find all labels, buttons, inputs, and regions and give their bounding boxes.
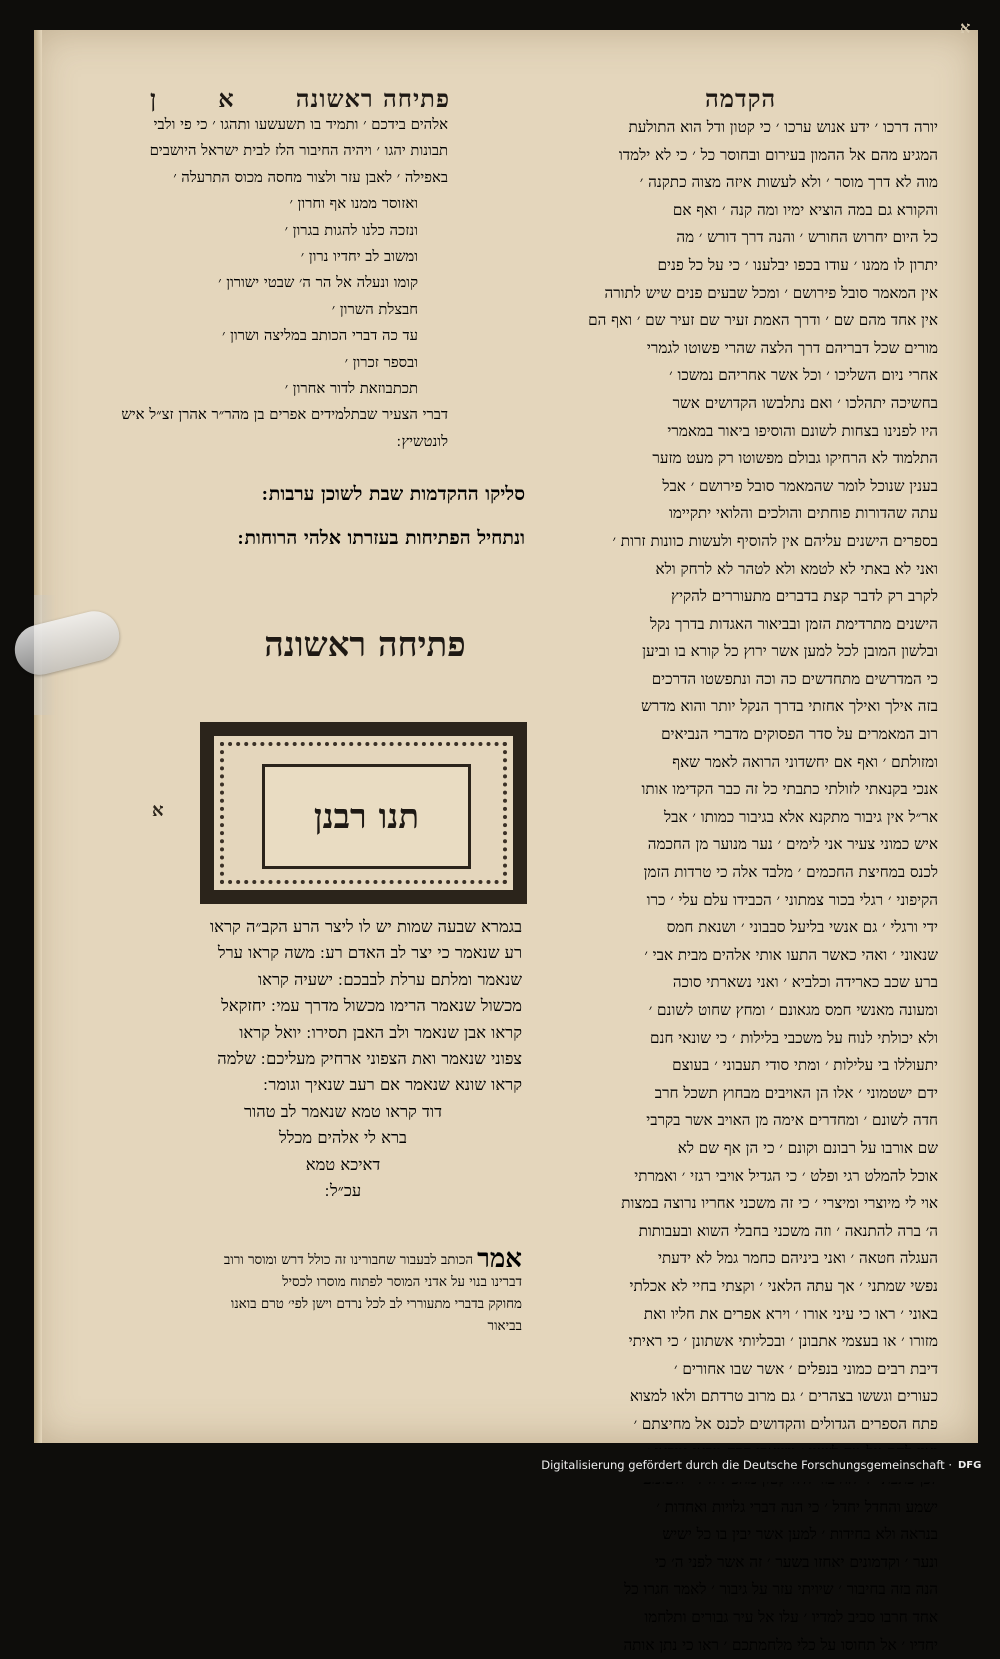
text-line: הנה בזה בחיבור ׳ שיויתי עזר על גיבור ׳ לאמר חגרו כל xyxy=(624,1580,938,1599)
text-line: ונער ׳ וקדמונים יאחזו בשער ׳ זה אשר לפני ה׳ כי xyxy=(654,1552,938,1571)
ornamental-frame xyxy=(200,722,527,904)
text-line: ולא יכולתי לנוח על משכבי בלילות ׳ כי שונאי חנם xyxy=(650,1028,938,1047)
gemara-centered-line: דאיכא טמא xyxy=(305,1154,381,1174)
text-line: המגיע מהם אל ההמון בעירום ובחוסר כל ׳ כי לא ילמדו xyxy=(618,145,938,164)
text-line: כעורים וגששו בצהרים ׳ גם מרוב טרדתם ולאו למצוא xyxy=(629,1387,938,1406)
amar-line: הכותב לבעבור שחבורינו זה כולל דרש ומוסר ורוב xyxy=(223,1253,474,1268)
text-line: ובלשון המובן לכל למען אשר ירוץ כל קורא בו וביען xyxy=(642,642,938,661)
footer-credit: Digitalisierung gefördert durch die Deutsche Forschungsgemeinschaft · xyxy=(541,1458,952,1472)
gemara-centered-line: עכ״ל ׃ xyxy=(324,1181,362,1201)
text-line: תבונות יהגו ׳ ויהיה החיבור הלז לבית ישראל היושבים xyxy=(149,142,448,160)
left-header-folio: ן xyxy=(150,84,158,113)
text-line: ואני לא באתי לא לטמא ולא לטהר לא לרחק ולא xyxy=(655,559,938,578)
signature-line: דברי הצעיר שבתלמידים אפרים בן מהר״ר אהרן זצ״ל איש xyxy=(121,406,448,424)
gemara-line: צפוני שנאמר ואת הצפוני ארחיק מעליכם ׃ שלמה xyxy=(217,1049,522,1069)
text-line: הישנים מתרדימת הזמן ובביאור האגדות בדרך נקל xyxy=(650,614,938,633)
section-title: פתיחה ראשונה xyxy=(264,625,466,665)
amar-paragraph xyxy=(164,1244,522,1338)
text-line: בספרים הישנים עליהם אין להוסיף ולעשות כוונות זרות ׳ xyxy=(612,531,938,550)
end-of-introductions xyxy=(180,472,525,560)
ornament-inner-panel xyxy=(262,764,471,869)
text-line: פתח הספרים הגדולים והקדושים לכנס אל מחיצתם ׳ xyxy=(633,1414,938,1433)
text-line: בזה אילך ואילך אחזתי בדרך הנקל יותר והוא מדרש xyxy=(641,697,938,716)
corner-mark: א xyxy=(960,18,971,37)
text-line: בענין שנוכל לומר שהמאמר סובל פירושם ׳ אבל xyxy=(662,476,938,495)
text-line: ומעונה מאנשי חמס מגאונם ׳ ומחץ שחוט לשונם ׳ xyxy=(648,1001,938,1019)
text-line: אוכל להמלט רגי ופלט ׳ כי הגדיל אויבי רגזי ׳ ואמרתי xyxy=(634,1166,938,1185)
poem-line: ואזוסר ממנו אף וחרון ׳ xyxy=(289,195,418,213)
gemara-line: קראו אבן שנאמר ולב האבן תסירו ׃ יואל קראו xyxy=(239,1022,522,1042)
text-line: אחד חרבו סביב למדיו ׳ עלו אל עיר גבורים ותלחמו xyxy=(644,1608,938,1627)
right-column-text xyxy=(548,114,938,1659)
poem-line: חבצלת השרון ׳ xyxy=(331,300,418,318)
text-line: אין המאמר סובל פירושם ׳ ומכל שבעים פנים שיש לתורה xyxy=(604,283,938,302)
amar-line: מחוקק בדברי מתעוררי לב לכל נרדם וישן לפי׳ טרם בואנו xyxy=(230,1297,522,1312)
text-line: שם אורבו על רבונם וקונם ׳ כי הן אף שם לא xyxy=(677,1138,938,1157)
text-line: יחדיו ׳ אל תחוסו על כלי מלחמתכם ׳ ראו כי נתן אותה xyxy=(623,1635,938,1654)
margin-letter: א xyxy=(152,800,164,821)
text-line: באפילה ׳ לאבן עזר ולצור מחסה מכוס התרעלה ׳ xyxy=(173,168,448,186)
text-line: נפשי שמתני ׳ אך עתה הלאני ׳ וקצתי בחיי לא אכלתי xyxy=(629,1276,938,1295)
gemara-centered-line: ברא לי אלהים מכלל xyxy=(279,1128,407,1148)
page-edge xyxy=(34,30,42,1443)
text-line: ברע שכב כארידה וכלביא ׳ ואני נשארתי סוכה xyxy=(672,973,938,992)
text-line: אר״ל אין גיבור מתקנא אלא בגיבור כמותו ׳ אבל xyxy=(664,807,938,826)
text-line: בחשיכה יתהלכו ׳ ואם נתלבשו הקדושים אשר xyxy=(672,393,938,412)
signature-line: לונטשיץ ׃ xyxy=(396,432,448,450)
text-line: רוב המאמרים על סדר הפסוקים מדברי הנביאים xyxy=(661,725,938,744)
poem-line: עד כה דברי הכותב במליצה ושרון ׳ xyxy=(221,327,418,345)
amar-initial-word: אמר xyxy=(477,1244,522,1274)
gemara-line: מכשול שנאמר הרימו מכשול מדרך עמי ׃ יחזקאל xyxy=(221,996,522,1016)
text-line: יתעוללו בי עלילות ׳ ומתי סודי תעבוני ׳ בעוצם xyxy=(672,1056,938,1075)
text-line: אנכי בקנאתי לזולתי כתבתי כל זה כבר הקדימו אותו xyxy=(641,780,938,799)
poem-line: ונזכה כלנו להגות בגרון ׳ xyxy=(284,221,418,239)
text-line: היו לפנינו בצחות לשונם והוסיפו ביאור במאמרי xyxy=(667,421,938,440)
text-line: כי המדרשים מתחדשים כה וכה ונתפשטו הדרכים xyxy=(651,669,938,688)
poem-line: ובספר זכרון ׳ xyxy=(344,353,418,371)
closing-line: סליקו ההקדמות שבת לשוכן ערבות ׃ xyxy=(262,483,525,505)
text-line: התלמוד לא הרחיקו גבולם מפשוטו רק מעט מזער xyxy=(652,449,938,468)
text-line: ה׳ ברה להתנאה ׳ וזה משכני בחבלי השוא ובעבותות xyxy=(638,1221,938,1240)
text-line: יורה דרכו ׳ ידע אנוש ערכו ׳ כי קטון ודל הוא התולעת xyxy=(628,118,938,136)
gemara-line: קראו שונא שנאמר אם רעב שנאיך וגומר ׃ xyxy=(263,1075,522,1095)
text-line: עתה שהדורות פוחתים והולכים והלואי יתקיימו xyxy=(669,504,938,523)
gemara-line: רע שנאמר כי יצר לב האדם רע ׃ משה קראו ערל xyxy=(217,943,522,963)
text-line: חדה לשונם ׳ ומחדרים אימה מן האויב אשר בקרבי xyxy=(646,1111,938,1130)
text-line: ומזולתם ׳ ואף אם יחשדוני הרואה לאמר שאף xyxy=(672,752,938,771)
gemara-centered-line: דוד קראו טמא שנאמר לב טהור xyxy=(244,1101,442,1121)
gemara-line: שנאמר ומלתם ערלת לבבכם ׃ ישעיה קראו xyxy=(257,969,522,989)
text-line: אלהים בידכם ׳ ותמיד בו תשעשעו ותהגו ׳ כי פי ולבי xyxy=(153,116,448,133)
dfg-logo-text: DFG xyxy=(958,1459,982,1471)
amar-line: דברינו בנוי על אדני המוסר לפתוח מוסרו לכסיל xyxy=(282,1275,522,1290)
poem-line: ומשוב לב יחדיו נרון ׳ xyxy=(300,248,418,266)
gemara-passage xyxy=(164,914,522,1204)
left-header-title: פתיחה ראשונה xyxy=(295,84,450,113)
right-header-title: הקדמה xyxy=(705,84,777,113)
closing-line: ונתחיל הפתיחות בעזרתו אלהי הרוחות ׃ xyxy=(237,527,525,549)
text-line: ידם ישטמוני ׳ אלו הן האויבים מבחוץ תשכל חרב xyxy=(654,1083,938,1102)
text-line: מוה לא דרך מוסר ׳ ולא לעשות איזה מצוה כתקנה ׳ xyxy=(639,173,938,192)
text-line: מורים שכל דבריהם דרך הלצה שהרי פשוטו לגמרי xyxy=(646,338,938,357)
amar-first-line xyxy=(164,1244,522,1274)
text-line: מזורו ׳ או בעצמי אתבונן ׳ ובכליותי אשתונן ׳ כי ראיתי xyxy=(628,1332,938,1351)
text-line: באוני ׳ ראו כי עיני אורו ׳ וירא אפרים את חליו ואת xyxy=(643,1304,938,1323)
left-header-letter: א xyxy=(218,84,235,113)
poem-line: תכתבוזאת לדור אחרון ׳ xyxy=(284,380,418,398)
poem-line: קומו ונעלה אל הר ה׳ שבטי ישורון ׳ xyxy=(218,274,418,292)
left-header xyxy=(150,84,450,114)
text-line: כל היום יחרוש החורש ׳ והנה דרך דורש ׳ מה xyxy=(676,228,938,247)
text-line: העגלה חטאה ׳ ואני ביניהם כחמר גמל לא ידעתי xyxy=(657,1249,938,1268)
text-line: שנאוני ׳ ואהי כאשר התעו אותי אלהים מבית אבי ׳ xyxy=(644,945,938,964)
dfg-logo-icon xyxy=(958,1455,992,1475)
text-line: אין אחד מהם שם ׳ ודרך האמת זעיר שם זעיר שם ׳ ואף הם xyxy=(588,311,938,330)
text-line: בנראה ולא בחידות ׳ למען אשר יבין בו כל ישיש xyxy=(662,1525,938,1544)
left-column-top xyxy=(121,112,448,455)
text-line: איש כמוני צעיר אני לימים ׳ נער מנוער מן החכמה xyxy=(647,835,938,854)
text-line: ידי ורגלי ׳ גם אנשי בליעל סבבוני ׳ ושנאת חמס xyxy=(666,918,938,937)
text-line: ישמע והחדל יחדל ׳ כי הנה דברי גלויות ואחדות ׳ xyxy=(656,1497,938,1516)
ornament-heading: תנו רבנן xyxy=(313,796,420,837)
text-line: דיבת רבים כמוני בנפלים ׳ אשר שבו אחורים ׳ xyxy=(674,1359,938,1378)
amar-line: בביאור xyxy=(487,1319,522,1334)
gemara-line: בגמרא שבעה שמות יש לו ליצר הרע הקב״ה קראו xyxy=(209,917,522,936)
text-line: לכנס במחיצת החכמים ׳ מלבד אלה כי טרדות הזמן xyxy=(643,863,938,882)
text-line: והקורא גם במה הוציא ימיו ומה קנה ׳ ואף אם xyxy=(672,200,938,219)
text-line: לקרב רק לדבר קצת בדברים מתעוררים להקיץ xyxy=(671,587,938,606)
text-line: אחרי ניום השליכו ׳ וכל אשר אחריהם נמשכו ׳ xyxy=(669,366,938,385)
text-line: הקיפוני ׳ רגלי בכור צמתוני ׳ הכבידו עלם עלי ׳ כרו xyxy=(646,890,938,909)
text-line: יתרון לו ממנו ׳ עודו בכפו יבלענו ׳ כי על כל פנים xyxy=(657,255,938,274)
text-line: אוי לי מיוצרי ומיצרי ׳ כי זה משכני אחריו נרוצה במצות xyxy=(621,1194,938,1213)
